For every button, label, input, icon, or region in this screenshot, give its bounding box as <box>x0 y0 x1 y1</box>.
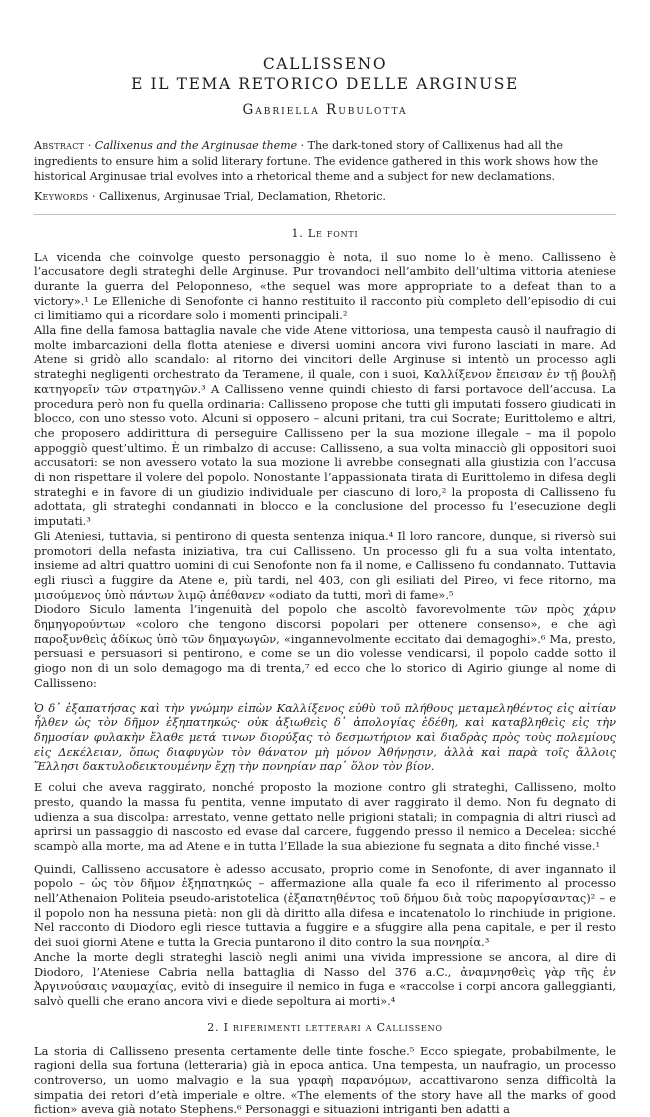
paragraph <box>34 250 616 324</box>
paragraph: Diodoro Siculo lamenta l’ingenuità del popolo che ascoltò favorevolmente τῶν πρὸς χάριν δημηγορούντων «coloro che tengono discorsi popolari per ottenere consenso», e che agì παροξυνθεὶς ἀδίκως ὑπὸ τῶν δημαγωγῶν, «ingannevolmente eccitato dai demagoghi».⁶ Ma, presto, persuasi e persuasori si pentirono, e come se un dio volesse vendicarsi, il popolo cadde sotto il giogo non di un solo demagogo ma di trenta,⁷ ed ecco che lo storico di Agirio giunge al nome di Callisseno: <box>34 602 616 690</box>
abstract-title: Callixenus and the Arginusae theme <box>94 139 298 152</box>
paragraph: Gli Ateniesi, tuttavia, si pentirono di questa sentenza iniqua.⁴ Il loro rancore, dunque, si riversò sui promotori della nefasta iniziativa, tra cui Callisseno. Un processo gli fu a sua volta intentato, insieme ad altri quattro uomini di cui Senofonte non fa il nome, e Callisseno fu condannato. Tuttavia egli riuscì a fuggire da Atene e, più tardi, nel 403, con gli esiliati del Pireo, vi fece ritorno, ma μισούμενος ὑπὸ πάντων λιμῷ ἀπέθανεν «odiato da tutti, morì di fame».⁵ <box>34 528 616 602</box>
article-title-line1: CALLISSENO <box>262 55 388 73</box>
abstract-text: The dark-toned story of Callixenus had all the ingredients to ensure him a solid literary fortune. The evidence gathered in this work shows how the historical Arginusae trial evolves into a rhetorical theme and a subject for new declamations. <box>34 139 599 183</box>
keywords-label: Keywords <box>34 189 89 203</box>
greek-quotation: Ὁ δ᾽ ἐξαπατήσας καὶ τὴν γνώμην εἰπὼν Καλλίξενος εὐθὺ τοῦ πλήθους μεταμεληθέντος εἰς αἰτίαν ἦλθεν ὡς τὸν δῆμον ἐξηπατηκώς· οὐκ ἀξιωθεὶς δ᾽ ἀπολογίας ἐδέθη, καὶ καταβληθεὶς εἰς τὴν δημοσίαν φυλακὴν ἔλαθε μετά τινων διορύξας τὸ δεσμωτήριον καὶ διαδρὰς πρὸς τοὺς πολεμίους εἰς Δεκέλειαν, ὅπως διαφυγὼν τὸν θάνατον μὴ μόνον Ἀθήνῃσιν, ἀλλὰ καὶ παρὰ τοῖς ἄλλοις Ἕλλησι δακτυλοδεικτουμένην ἔχῃ τὴν πονηρίαν παρ᾽ ὅλον τὸν βίον. <box>34 700 616 774</box>
block-quote <box>34 701 616 854</box>
section-2-body <box>34 1044 616 1117</box>
section-heading-2: 2. I riferimenti letterari a Callisseno <box>207 1020 443 1034</box>
abstract-label: Abstract <box>34 139 85 152</box>
paragraph-initial: La <box>34 249 49 264</box>
paragraph: Quindi, Callisseno accusatore è adesso accusato, proprio come in Senofonte, di aver ingannato il popolo – ὡς τὸν δῆμον ἐξηπατηκώς – affermazione alla quale fa eco il riferimento al processo nell’Athenaion Politeia pseudo-aristotelica (ἐξαπατηθέντος τοῦ δήμου διὰ τοὺς παροργίσαντας)² – e il popolo non ha nessuna pietà: non gli dà diritto alla difesa e incatenatolo lo rinchiude in prigione. Nel racconto di Diodoro egli riesce tuttavia a fuggire e a sfuggire alla pena capitale, e per il resto dei suoi giorni Atene e tutta la Grecia puntarono il dito contro la sua πονηρία.³ <box>34 861 616 950</box>
paragraph: Anche la morte degli strateghi lasciò negli animi una vivida impressione se ancora, al dire di Diodoro, l’Ateniese Cabria nella battaglia di Nasso del 376 a.C., ἀναμνησθεὶς γὰρ τῆς ἐν Ἀργινούσαις ναυμαχίας, evitò di inseguire il nemico in fuga e «raccolse i corpi ancora galleggianti, salvò quelli che erano ancora vivi e diede sepoltura ai morti».⁴ <box>34 949 616 1008</box>
paragraph: Alla fine della famosa battaglia navale che vide Atene vittoriosa, una tempesta causò il naufragio di molte imbarcazioni della flotta ateniese e diversi uomini ancora vivi furono lasciati in mare. Ad Atene si gridò allo scandalo: al ritorno dei vincitori delle Arginuse si intentò un processo agli strateghi negligenti orchestrato da Teramene, il quale, con i suoi, Καλλίξενον ἔπεισαν ἐν τῇ βουλῇ κατηγορεῖν τῶν στρατηγῶν.³ A Callisseno venne quindi chiesto di farsi portavoce dell’accusa. La procedura però non fu quella ordinaria: Callisseno propose che tutti gli imputati fossero giudicati in blocco, con uno stesso voto. Alcuni si opposero – alcuni pritani, tra cui Socrate; Eurittolemo e altri, che proposero addirittura di perseguire Callisseno per la sua mozione illegale – ma il popolo appoggiò quest’ultimo. È un rimbalzo di accuse: Callisseno, a sua volta minacciò gli oppositori suoi accusatori: se non avessero votato la sua mozione li avrebbe consegnati alla giustizia con l’accusa di non rispettare il volere del popolo. Nonostante l’appassionata tirata di Eurittolemo in difesa degli strateghi e in favore di un giudizio individuale per ciascuno di loro,² la proposta di Callisseno fu adottata, gli strateghi condannati in blocco e la conclusione del processo fu l’esecuzione degli imputati.³ <box>34 323 616 529</box>
section-1-body <box>34 250 616 1009</box>
keywords: Keywords · Callixenus, Arginusae Trial, Declamation, Rhetoric. <box>34 189 386 203</box>
abstract: Abstract · Callixenus and the Arginusae theme · The dark-toned story of Callixenus had all the ingredients to ensure him a solid literary fortune. The evidence gathered in this work shows how the historical Arginusae trial evolves into a rhetorical theme and a subject for new declamations. <box>34 139 599 183</box>
article-title-line2: E IL TEMA RETORICO DELLE ARGINUSE <box>131 75 519 93</box>
paragraph: La storia di Callisseno presenta certamente delle tinte fosche.⁵ Ecco spiegate, probabilmente, le ragioni della sua fortuna (letteraria) già in epoca antica. Una tempesta, un naufragio, un processo controverso, un uomo malvagio e la sua γραφὴ παρανόμων, accattivarono senza difficoltà la simpatia dei retori d’età imperiale e oltre. «The elements of the story have all the marks of good fiction» aveva già notato Stephens.⁶ Personaggi e situazioni intriganti ben adatti a <box>34 1043 616 1117</box>
abstract-divider <box>34 214 616 215</box>
section-heading-1: 1. Le fonti <box>291 226 359 240</box>
paragraph-text: vicenda che coinvolge questo personaggio è nota, il suo nome lo è meno. Callisseno è l’accusatore degli strateghi delle Arginuse. Pur trovandoci nell’ambito dell’ultima vittoria ateniese durante la guerra del Peloponneso, «the sequel was more appropriate to a defeat than to a victory».¹ Le Elleniche di Senofonte ci hanno restituito il racconto più completo dell’episodio di cui ci limitiamo qui a ricordare solo i momenti principali.² <box>34 249 616 323</box>
quotation-translation: E colui che aveva raggirato, nonché proposto la mozione contro gli strateghi, Callisseno, molto presto, quando la massa fu pentita, venne imputato di aver raggirato il demo. Non fu degnato di udienza a sua discolpa: arrestato, venne gettato nelle prigioni statali; in compagnia di altri riuscì ad aprirsi un passaggio di nascosto ed evase dal carcere, fuggendo presso il nemico a Decelea: sicché scampò alla morte, ma ad Atene e in tutta l’Ellade la sua abiezione fu segnata a dito finché visse.¹ <box>34 780 616 853</box>
keywords-text: Callixenus, Arginusae Trial, Declamation, Rhetoric. <box>98 189 386 203</box>
author-name: Gabriella Rubulotta <box>242 102 408 118</box>
